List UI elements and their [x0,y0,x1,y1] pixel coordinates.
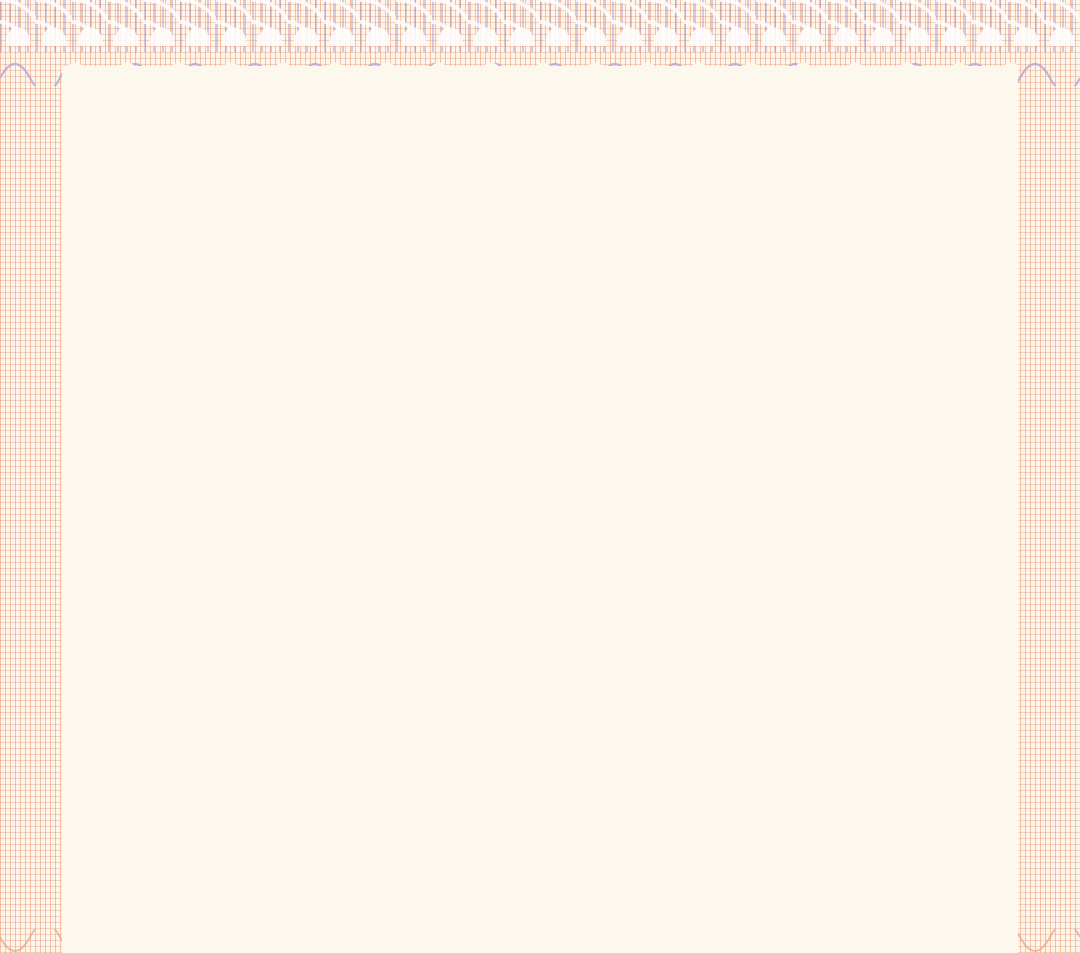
certificate-paper [62,66,1018,953]
paper-edge-scallop-icon [62,52,1018,78]
